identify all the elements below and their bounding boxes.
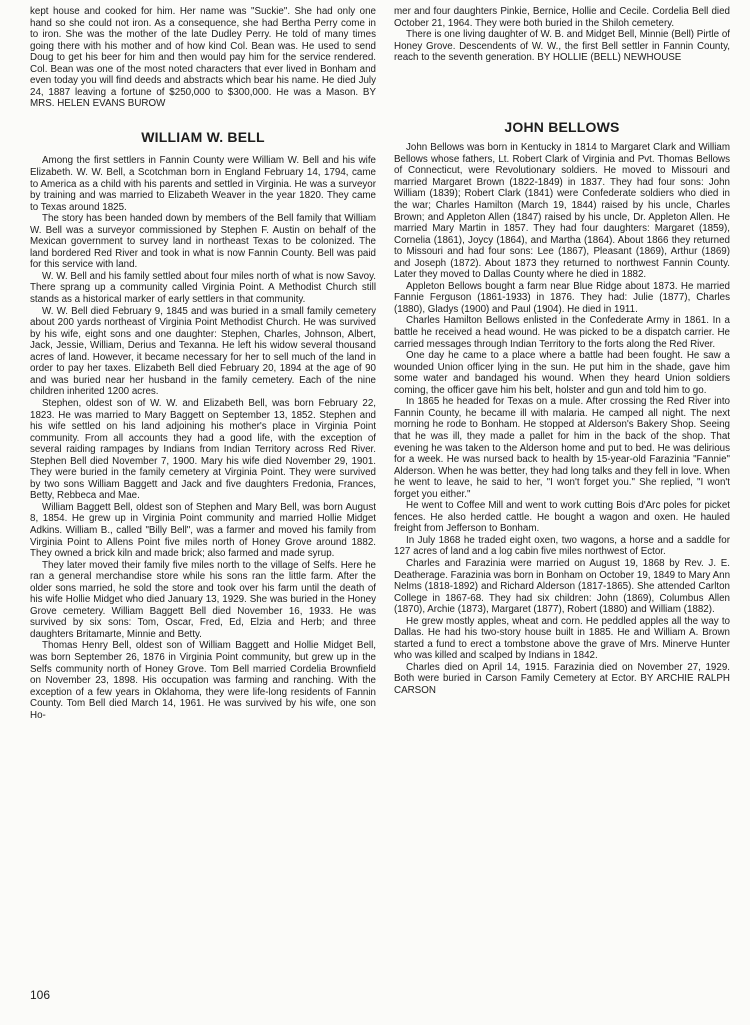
article-paragraph: They later moved their family five miles north to the village of Selfs. Here he ran a general merchandise store while his sons ran the little farm. After the older sons married, he sold the store and took over his farm until the death of his wife Hollie Midget who died January 13, 1929. She was buried in the Honey Grove cemetery. William Baggett Bell died November 16, 1933. He was survived by six sons: Tom, Oscar, Fred, Ed, Elzia and Herb; and three daughters Britamarte, Minnie and Betty. — [30, 559, 376, 640]
article-paragraph: The story has been handed down by members of the Bell family that William W. Bell was a surveyor commissioned by Stephen F. Austin on behalf of the Mexican government to survey land in northeast Texas to be colonized. The land bordered Red River and took in what is now Fannin County. Bell was paid for this service with land. — [30, 213, 376, 271]
article-paragraph: In July 1868 he traded eight oxen, two wagons, a horse and a saddle for 127 acres of land and a log cabin five miles northwest of Ector. — [394, 534, 730, 558]
article-paragraph: John Bellows was born in Kentucky in 1814 to Margaret Clark and William Bellows whose fathers, Lt. Robert Clark of Virginia and Pvt. Thomas Bellows of Connecticut, were Revolutionary soldiers. He moved to Missouri and married Margaret Brown (1822-1849) in 1837. They had four sons: John William (1839); Robert Clark (1841) were Confederate soldiers who died in the war; Charles Hamilton (March 19, 1844) raised by his uncle, Charles Brown; and Appleton Allen (1847) raised by his uncle, Dr. Appleton Allen. He married Mary Martin in 1857. They had four daughters: Margaret (1859), Cornelia (1861), Joycy (1864), and Martha (1864). About 1866 they returned to Missouri and had four sons: Lee (1867), Pleasant (1869), Arthur (1869) and Joseph (1872). About 1873 they returned to northwest Fannin County. Later they moved to Dallas County where he died in 1882. — [394, 142, 730, 281]
article-paragraph: He grew mostly apples, wheat and corn. He peddled apples all the way to Dallas. He had his two-story house built in 1885. He and William A. Brown started a fund to erect a tombstone above the grave of Mrs. Minerve Hunter who was killed and scalped by Indians in 1842. — [394, 615, 730, 662]
article-paragraph: One day he came to a place where a battle had been fought. He saw a wounded Union officer lying in the sun. He put him in the shade, gave him some water and bandaged his wound. When they heard Union soldiers coming, the officer gave him his belt, holster and gun and told him to go. — [394, 350, 730, 396]
article-paragraph: Charles died on April 14, 1915. Farazinia died on November 27, 1929. Both were buried in Carson Family Cemetery at Ector. BY ARCHIE RALPH CARSON — [394, 661, 730, 696]
page-number: 106 — [30, 988, 51, 1002]
left-column — [30, 6, 376, 721]
john-bellows-heading: JOHN BELLOWS — [504, 118, 620, 135]
bell-article-continuation: There is one living daughter of W. B. and Midget Bell, Minnie (Bell) Pirtle of Honey Grove. Descendents of W. W., the first Bell settler in Fannin County, reach to the seventh generation. BY HOLLIE (BELL) NEWHOUSE — [394, 29, 730, 64]
bean-article-ending: kept house and cooked for him. Her name was "Suckie". She had only one hand so she could not iron. As a consequence, she had Bertha Perry come in to iron. She was the mother of the late Dudley Perry. He told of many times going there with his mother and of how kind Col. Bean was. He used to send Doug to get his beer for him and then would pay him for the service rendered. Col. Bean was one of the most noted characters that ever lived in Bonham and even today you will find deeds and abstracts which bear his name. He died July 24, 1887 leaving a fortune of $250,000 to $300,000. He was a Mason. BY MRS. HELEN EVANS BUROW — [30, 6, 376, 110]
article-paragraph: W. W. Bell and his family settled about four miles north of what is now Savoy. There sprang up a community called Virginia Point. A Methodist Church still stands as a historical marker of early settlers in that community. — [30, 270, 376, 306]
right-column — [394, 6, 730, 697]
article-paragraph: Charles and Farazinia were married on August 19, 1868 by Rev. J. E. Deatherage. Farazinia was born in Bonham on October 19, 1849 to Mary Ann Nelms (1818-1892) and Richard Alderson (1817-1865). She attended Carlton College in 1867-68. They had six children: John (1869), Columbus Allen (1870), Archie (1873), Margaret (1877), Robert (1880) and William (1882). — [394, 557, 731, 616]
article-paragraph: William Baggett Bell, oldest son of Stephen and Mary Bell, was born August 8, 1854. He grew up in Virginia Point community and married Hollie Midget Adkins. William B., called "Billy Bell", was a farmer and moved his family from Virginia Point to Allens Point five miles north of Honey Grove around 1882. They owned a brick kiln and made brick; also farmed and made syrup. — [30, 501, 376, 560]
william-bell-heading: WILLIAM W. BELL — [141, 128, 265, 145]
article-paragraph: W. W. Bell died February 9, 1845 and was buried in a small family cemetery about 200 yards northeast of Virginia Point Methodist Church. He was survived by his wife, eight sons and one daughter: Stephen, Charles, Johnson, Albert, Jack, Jessie, William, Derius and Texanna. He left his widow several thousand acres of land. However, it became necessary for her to sell much of the land in order to pay her taxes. Elizabeth Bell died February 20, 1894 at the age of 90 and was buried near her husband in the family cemetery. Each of the nine children inherited 1200 acres. — [30, 305, 376, 398]
article-paragraph: Thomas Henry Bell, oldest son of William Baggett and Hollie Midget Bell, was born September 26, 1876 in Virginia Point community, but grew up in the Selfs community north of Honey Grove. Tom Bell married Cordelia Brownfield on November 23, 1898. His occupation was farming and ranching. With the exception of a few years in Oklahoma, they were life-long residents of Fannin County. Tom Bell died March 14, 1961. He was survived by his wife, one son Ho- — [30, 640, 376, 721]
article-paragraph: Among the first settlers in Fannin County were William W. Bell and his wife Elizabeth. W. W. Bell, a Scotchman born in England February 14, 1794, came to America as a child with his parents and settled in Virginia. He was a surveyor by training and was married to Elizabeth Weaver in the year 1820. They came to Texas around 1825. — [30, 155, 376, 213]
article-paragraph: Charles Hamilton Bellows enlisted in the Confederate Army in 1861. In a battle he received a head wound. He was picked to be a dispatch carrier. He carried messages through Indian Territory to the forts along the Red River. — [394, 315, 730, 350]
bell-article-continuation: mer and four daughters Pinkie, Bernice, Hollie and Cecile. Cordelia Bell died October 21, 1964. They were both buried in the Shiloh cemetery. — [394, 6, 730, 29]
article-paragraph: In 1865 he headed for Texas on a mule. After crossing the Red River into Fannin County, he became ill with malaria. He camped all night. The next morning he rode to Bonham. He stopped at Alderson's Bakery Shop. Seeing that he was ill, they made a pallet for him in the back of the shop. That evening he was taken to the Alderson home and put to bed. He was delirious for a week. He was nursed back to health by 15-year-old Farazinia "Fannie" Alderson. When he was better, they had long talks and they fell in love. When he went to leave, he said to her, "I won't forget you." She replied, "I won't forget you either." — [394, 396, 730, 500]
article-paragraph: Appleton Bellows bought a farm near Blue Ridge about 1873. He married Fannie Ferguson (1861-1933) in 1876. They had: Julie (1877), Charles (1880), Gladys (1900) and Paul (1904). He died in 1911. — [394, 280, 730, 315]
article-paragraph: He went to Coffee Mill and went to work cutting Bois d'Arc poles for picket fences. He also herded cattle. He bought a wagon and oxen. He hauled freight from Jefferson to Bonham. — [394, 500, 730, 535]
article-paragraph: Stephen, oldest son of W. W. and Elizabeth Bell, was born February 22, 1823. He was married to Mary Baggett on September 13, 1852. Stephen and his wife settled on his land adjoining his mother's place in Virginia Point community. From all accounts they had a good life, with the exception of several raiding rampages by Indians from Indian Territory across Red River. Stephen Bell died November 7, 1900. Mary his wife died November 29, 1901. They were buried in the family cemetery at Virginia Point. They were survived by two sons William Baggett and Jack and five daughters Fredonia, Frances, Betty, Rebbeca and Mae. — [30, 397, 376, 502]
